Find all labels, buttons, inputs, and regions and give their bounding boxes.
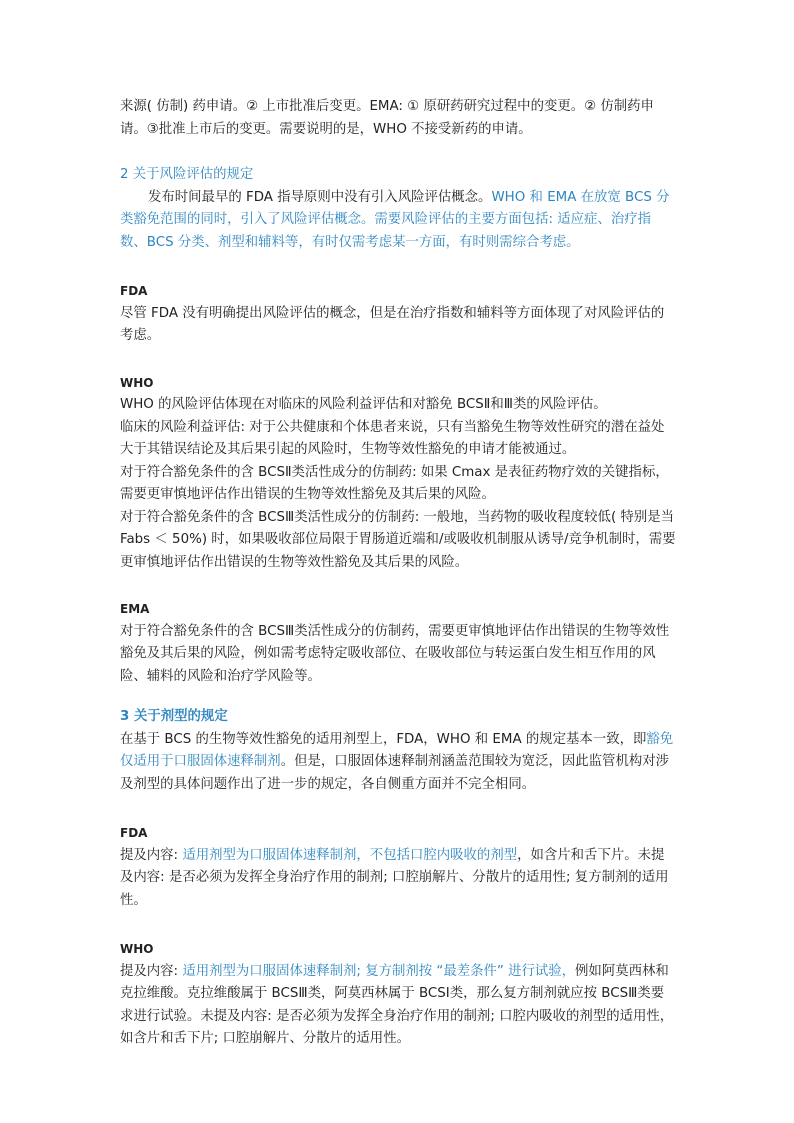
who-label-form: WHO xyxy=(120,942,154,956)
fda-risk-text: 尽管 FDA 没有明确提出风险评估的概念，但是在治疗指数和辅料等方面体现了对风险评估的考虑。 xyxy=(120,305,665,343)
section-3-paragraph xyxy=(120,729,676,797)
who-form-text xyxy=(120,961,676,1051)
section-3-heading: 3 关于剂型的规定 xyxy=(120,709,228,724)
ema-risk-text: 对于符合豁免条件的含 BCSⅢ类活性成分的仿制药，需要更审慎地评估作出错误的生物等效性豁免及其后果的风险，例如需考虑特定吸收部位、在吸收部位与转运蛋白发生相互作用的风险、辅料的风险和治疗学风险等。 xyxy=(120,623,670,684)
section-2-text: 发布时间最早的 FDA 指导原则中没有引入风险评估概念。 xyxy=(148,189,492,205)
who-risk-p2: 临床的风险利益评估: 对于公共健康和个体患者来说，只有当豁免生物等效性研究的潜在益处大于其错误结论及其后果引起的风险时，生物等效性豁免的申请才能被通过。 xyxy=(120,419,665,457)
who-form-prefix: 提及内容: xyxy=(120,963,183,979)
who-form-highlight: 适用剂型为口服固体速释制剂; 复方制剂按 “最差条件” 进行试验， xyxy=(182,963,576,979)
section-2-heading: 2 关于风险评估的规定 xyxy=(120,167,254,182)
who-risk-p4: 对于符合豁免条件的含 BCSⅢ类活性成分的仿制药: 一般地，当药物的吸收程度较低( 特别是当 Fabs ＜ 50%) 时，如果吸收部位局限于胃肠道近端和/或吸收机制服从诱导/竞争机制时，需要更审慎地评估作出错误的生物等效性豁免及其后果的风险。 xyxy=(120,509,676,570)
section-2-paragraph xyxy=(120,187,676,255)
document-page xyxy=(120,96,676,1051)
who-risk-p3: 对于符合豁免条件的含 BCSⅡ类活性成分的仿制药: 如果 Cmax 是表征药物疗效的关键指标，需要更审慎地评估作出错误的生物等效性豁免及其后果的风险。 xyxy=(120,464,669,502)
who-label-risk: WHO xyxy=(120,375,154,390)
fda-label-risk: FDA xyxy=(120,284,148,298)
intro-paragraph: 来源( 仿制) 药申请。② 上市批准后变更。EMA: ① 原研药研究过程中的变更。② 仿制药申请。③批准上市后的变更。需要说明的是，WHO 不接受新药的申请。 xyxy=(120,99,654,137)
fda-form-text xyxy=(120,845,676,913)
fda-form-highlight: 适用剂型为口服固体速释制剂，不包括口腔内吸收的剂型 xyxy=(182,847,518,863)
fda-form-prefix: 提及内容: xyxy=(120,847,183,863)
fda-label-form: FDA xyxy=(120,826,148,840)
section-3-text: 在基于 BCS 的生物等效性豁免的适用剂型上，FDA，WHO 和 EMA 的规定基本一致，即 xyxy=(120,731,647,747)
section-3-rest: 。但是，口服固体速释制剂涵盖范围较为宽泛，因此监管机构对涉及剂型的具体问题作出了进一步的规定，各自侧重方面并不完全相同。 xyxy=(120,754,670,792)
section-2-highlight: WHO 和 EMA 在放宽 BCS 分类豁免范围的同时，引入了风险评估概念。需要风险评估的主要方面包括: 适应症、治疗指数、BCS 分类、剂型和辅料等，有时仅需考虑某一方面，有时则需综合考虑。 xyxy=(120,189,670,250)
ema-label-risk: EMA xyxy=(120,602,150,616)
who-risk-p1: WHO 的风险评估体现在对临床的风险利益评估和对豁免 BCSⅡ和Ⅲ类的风险评估。 xyxy=(120,397,607,412)
section-3-highlight: 豁免仅适用于口服固体速释制剂 xyxy=(120,731,674,769)
who-form-rest: 例如阿莫西林和克拉维酸。克拉维酸属于 BCSⅢ类，阿莫西林属于 BCSⅠ类，那么复方制剂就应按 BCSⅢ类要求进行试验。未提及内容: 是否必须为发挥全身治疗作用的制剂; 口腔内吸收的剂型的适用性，如含片和舌下片; 口腔崩解片、分散片的适用性。 xyxy=(120,963,674,1046)
fda-form-rest: ，如含片和舌下片。未提及内容: 是否必须为发挥全身治疗作用的制剂; 口腔崩解片、分散片的适用性; 复方制剂的适用性。 xyxy=(120,847,669,908)
